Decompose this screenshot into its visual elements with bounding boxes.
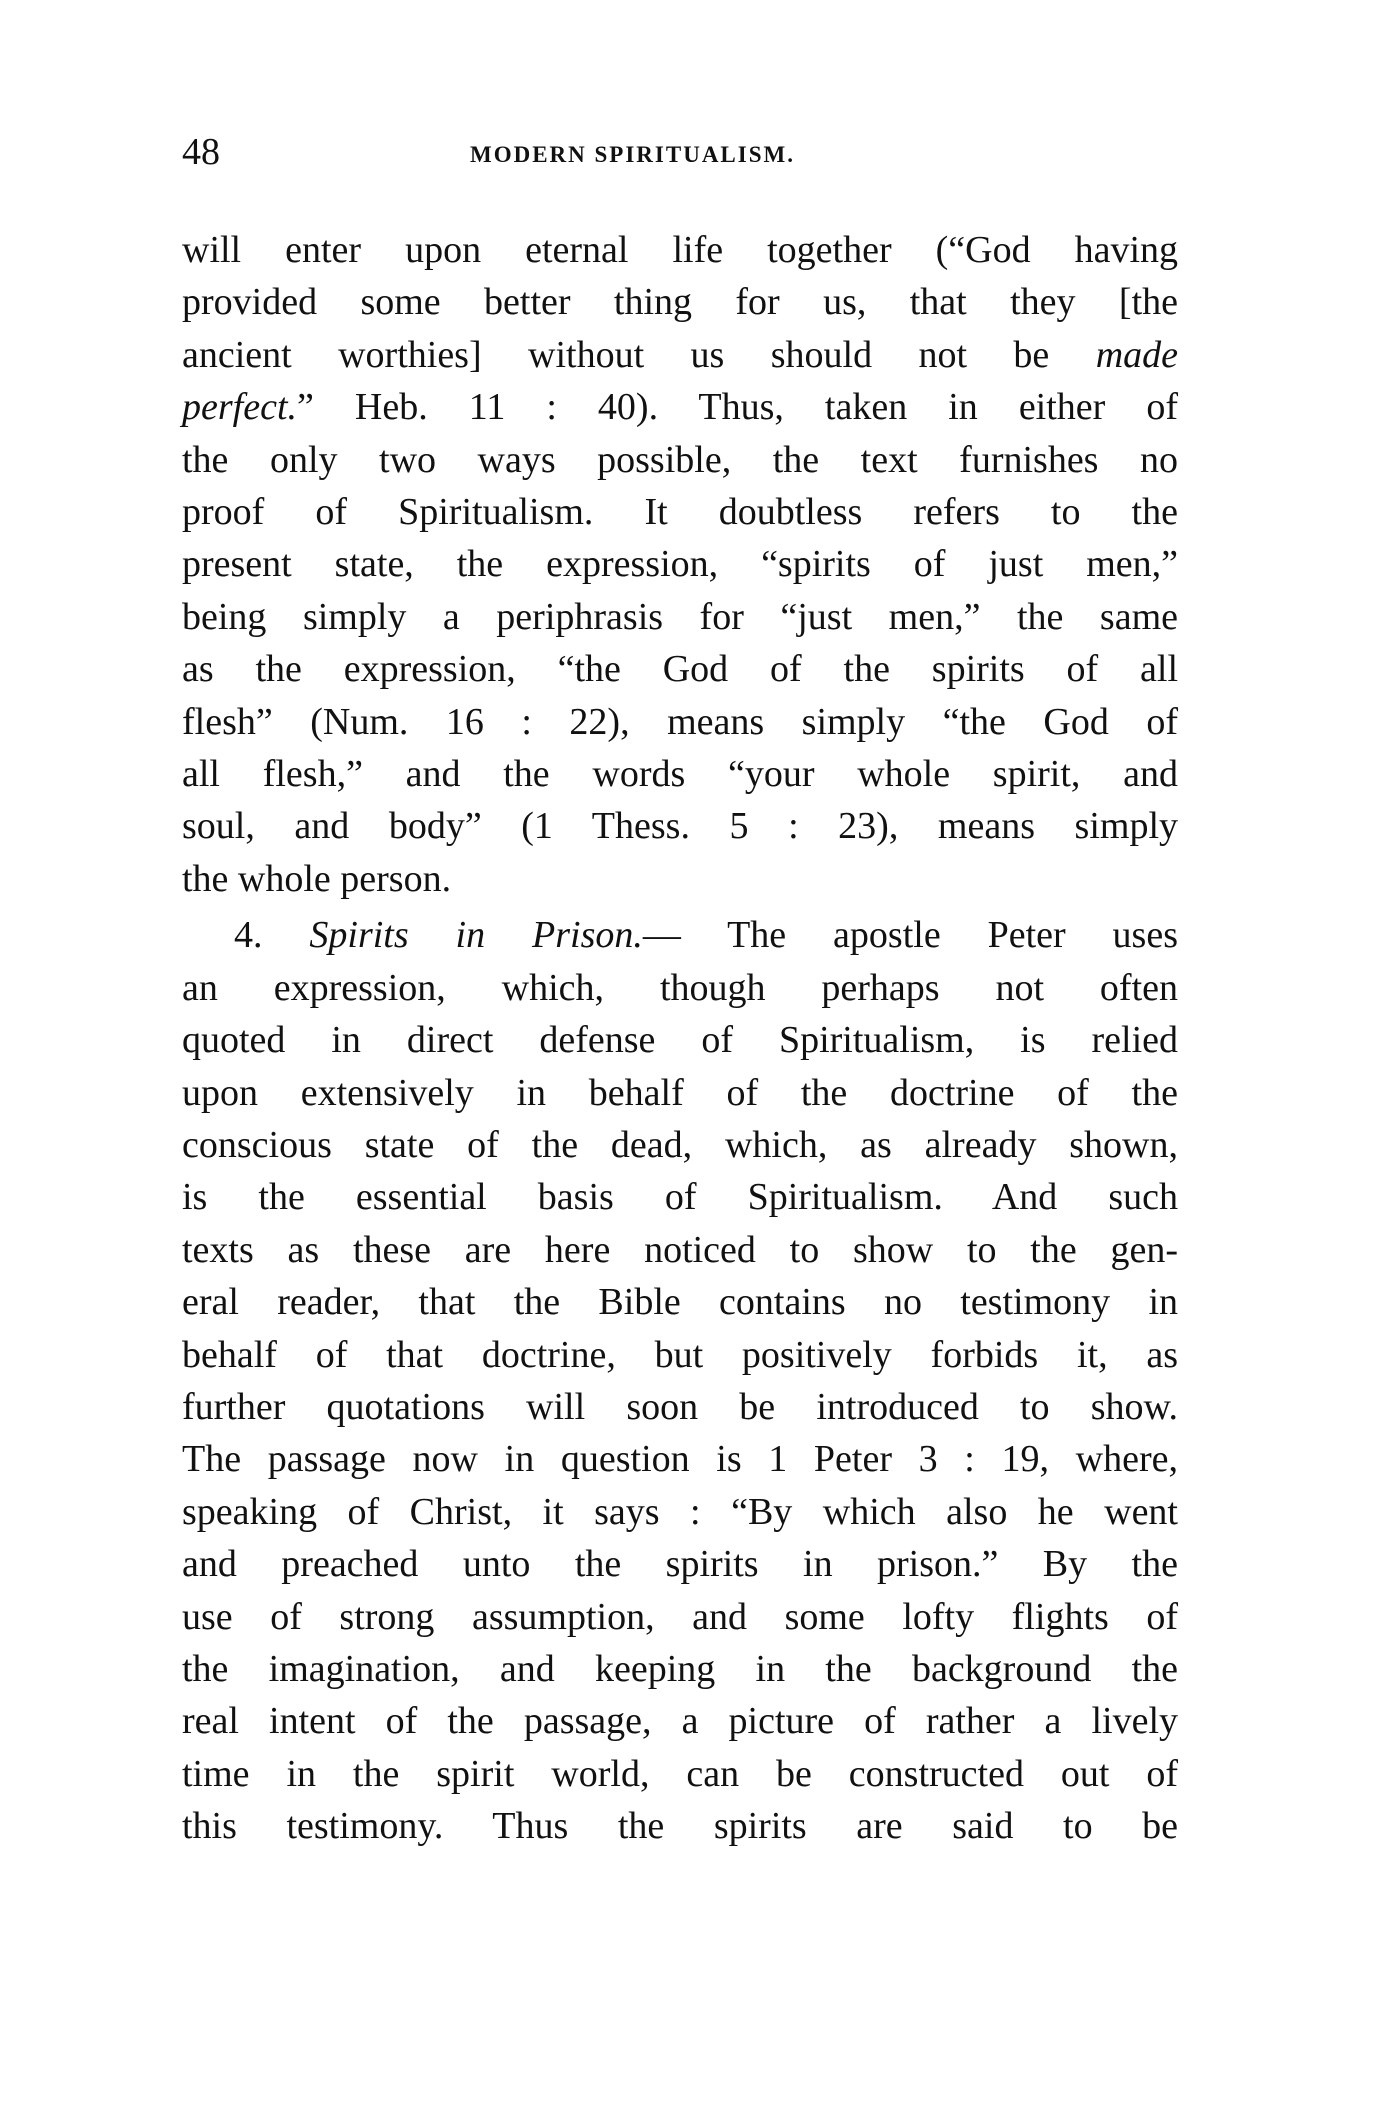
text-line (182, 1381, 1178, 1433)
text-run: further quotations will soon be introduced to show. (182, 1385, 1178, 1428)
text-run: the only two ways possible, the text furnishes no (182, 438, 1178, 481)
body-text (182, 224, 1178, 1853)
text-run: upon extensively in behalf of the doctrine of the (182, 1071, 1178, 1114)
text-run: will enter upon eternal life together (“God having (182, 229, 1178, 271)
text-line (182, 1486, 1178, 1538)
text-line (182, 696, 1178, 748)
text-line (182, 434, 1178, 486)
text-run: time in the spirit world, can be constructed out of (182, 1752, 1178, 1795)
text-run: an expression, which, though perhaps not often (182, 966, 1178, 1009)
text-run: provided some better thing for us, that they [the (182, 281, 1178, 324)
text-run: all flesh,” and the words “your whole spirit, and (182, 753, 1178, 796)
text-line (182, 1067, 1178, 1119)
text-run: behalf of that doctrine, but positively forbids it, as (182, 1333, 1178, 1376)
text-line (182, 591, 1178, 643)
text-line (182, 1748, 1178, 1800)
text-line (182, 1695, 1178, 1747)
text-line (182, 909, 1178, 961)
running-title: MODERN SPIRITUALISM. (470, 142, 795, 167)
text-run: and preached unto the spirits in prison.” By the (182, 1543, 1178, 1586)
text-line (182, 1591, 1178, 1643)
text-run: 4. (234, 914, 310, 957)
text-line (182, 748, 1178, 800)
text-line (182, 486, 1178, 538)
text-run: the imagination, and keeping in the background the (182, 1647, 1178, 1690)
text-line (182, 538, 1178, 590)
text-line (182, 329, 1178, 381)
italic-text: made (1095, 333, 1178, 376)
text-run: conscious state of the dead, which, as already shown, (182, 1123, 1178, 1166)
text-line (182, 1276, 1178, 1328)
text-line (182, 224, 1178, 276)
text-run: — The apostle Peter uses (642, 914, 1178, 957)
text-line (182, 1643, 1178, 1695)
text-run: eral reader, that the Bible contains no testimony in (182, 1281, 1178, 1324)
text-run: soul, and body” (1 Thess. 5 : 23), means simply (182, 805, 1178, 848)
text-run: proof of Spiritualism. It doubtless refers to the (182, 491, 1178, 534)
text-run: texts as these are here noticed to show to the gen- (182, 1228, 1178, 1271)
italic-text: perfect. (182, 386, 298, 429)
text-line (182, 1538, 1178, 1590)
text-run: quoted in direct defense of Spiritualism, is relied (182, 1019, 1178, 1062)
text-run: use of strong assumption, and some lofty flights of (182, 1595, 1178, 1638)
text-line (182, 381, 1178, 433)
text-line (182, 800, 1178, 852)
text-run: this testimony. Thus the spirits are said to be (182, 1805, 1178, 1848)
text-run: speaking of Christ, it says : “By which also he went (182, 1490, 1178, 1533)
text-line (182, 1800, 1178, 1852)
text-run: real intent of the passage, a picture of rather a lively (182, 1700, 1178, 1743)
text-line (182, 643, 1178, 695)
text-run: being simply a periphrasis for “just men,” the same (182, 595, 1178, 638)
text-line (182, 962, 1178, 1014)
text-run: as the expression, “the God of the spirits of all (182, 648, 1178, 691)
text-line (182, 1433, 1178, 1485)
text-run: ancient worthies] without us should not be (182, 333, 1096, 376)
text-run: is the essential basis of Spiritualism. And such (182, 1176, 1178, 1219)
text-run: the whole person. (182, 857, 452, 900)
text-line (182, 853, 1178, 905)
text-line (182, 1119, 1178, 1171)
text-run: flesh” (Num. 16 : 22), means simply “the God of (182, 700, 1178, 743)
text-line (182, 276, 1178, 328)
text-line (182, 1329, 1178, 1381)
text-line (182, 1171, 1178, 1223)
page-number: 48 (182, 131, 220, 173)
text-line (182, 1014, 1178, 1066)
text-run: ” Heb. 11 : 40). Thus, taken in either of (297, 386, 1178, 429)
text-line (182, 1224, 1178, 1276)
italic-text: Spirits in Prison. (309, 914, 643, 957)
text-run: present state, the expression, “spirits of just men,” (182, 543, 1178, 586)
text-run: The passage now in question is 1 Peter 3 : 19, where, (182, 1438, 1178, 1481)
